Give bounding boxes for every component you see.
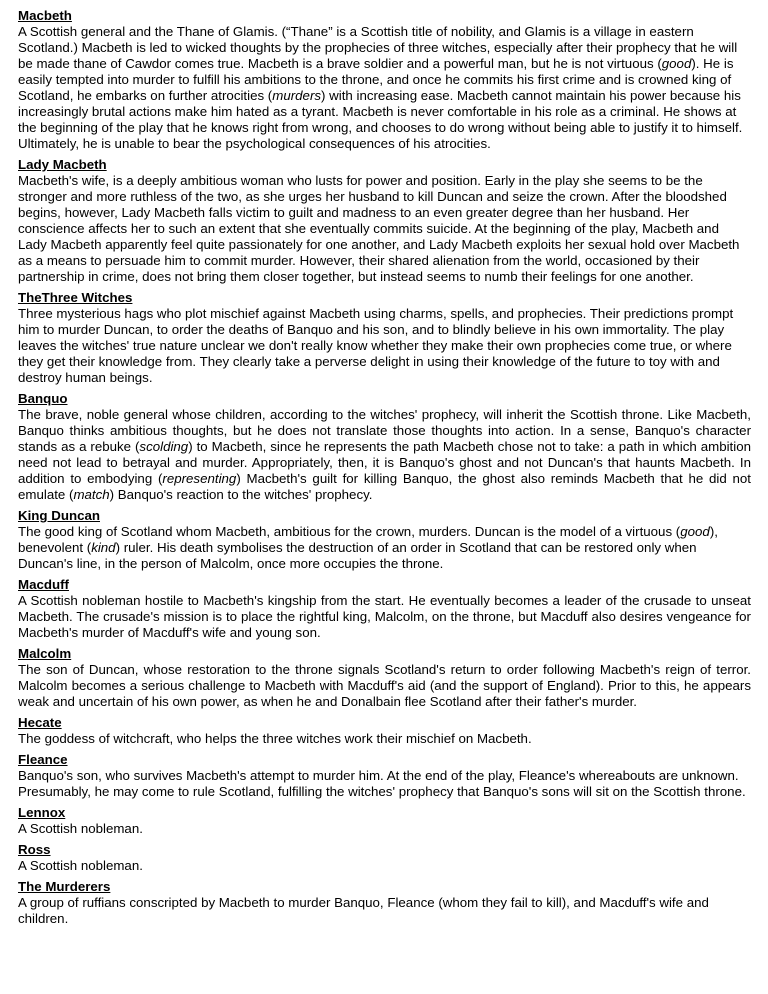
character-name: Ross bbox=[18, 842, 51, 857]
description-text: The goddess of witchcraft, who helps the three witches work their mischief on Macbeth. bbox=[18, 731, 532, 746]
character-entry bbox=[18, 879, 751, 927]
character-description bbox=[18, 306, 751, 386]
character-description bbox=[18, 895, 751, 927]
description-text: A Scottish nobleman. bbox=[18, 821, 143, 836]
description-text: Macbeth's wife, is a deeply ambitious woman who lusts for power and position. Early in the play she seems to be the stronger and more ruthless of the two, as she urges her husband to kill Duncan and seize the crown. After the bloodshed begins, however, Lady Macbeth falls victim to guilt and madness to an even greater degree than her husband. Her conscience affects her to such an extent that she eventually commits suicide. At the beginning of the play, Macbeth and Lady Macbeth apparently feel quite passionately for one another, and Lady Macbeth exploits her sexual hold over Macbeth as a means to persuade him to commit murder. However, their shared alienation from the world, occasioned by their partnership in crime, does not bring them closer together, but instead seems to numb their feelings for one another. bbox=[18, 173, 740, 284]
italic-gloss: murders bbox=[272, 88, 322, 103]
character-name: Malcolm bbox=[18, 646, 72, 661]
character-name: Macduff bbox=[18, 577, 69, 592]
character-entry bbox=[18, 646, 751, 710]
italic-gloss: good bbox=[680, 524, 710, 539]
character-name: Banquo bbox=[18, 391, 68, 406]
italic-gloss: good bbox=[661, 56, 692, 71]
character-entry bbox=[18, 715, 751, 747]
character-description bbox=[18, 858, 751, 874]
character-description bbox=[18, 173, 751, 285]
character-name: Hecate bbox=[18, 715, 62, 730]
character-entry bbox=[18, 391, 751, 503]
description-text: Banquo's son, who survives Macbeth's attempt to murder him. At the end of the play, Fleance's whereabouts are unknown. Presumably, he may come to rule Scotland, fulfilling the witches' prophecy that Banquo's sons will sit on the Scottish throne. bbox=[18, 768, 746, 799]
character-description bbox=[18, 524, 751, 572]
description-text: The brave, noble general whose children, according to the witches' prophecy, will inherit the Scottish throne. Like Macbeth, Banquo thinks ambitious thoughts, but he does not translate those thoughts into action. In a sense, Banquo's character stands as a rebuke ( bbox=[18, 407, 751, 454]
character-name: Lady Macbeth bbox=[18, 157, 107, 172]
italic-gloss: representing bbox=[162, 471, 237, 486]
description-text: The son of Duncan, whose restoration to the throne signals Scotland's return to order following Macbeth's reign of terror. Malcolm becomes a serious challenge to Macbeth with Macduff's aid (and the support of England). Prior to this, he appears weak and uncertain of his own power, as when he and Donalbain flee Scotland after their father's murder. bbox=[18, 662, 751, 709]
character-description bbox=[18, 768, 751, 800]
description-text: ) with increasing ease. Macbeth cannot maintain his power because his increasingly brutal actions make him hated as a tyrant. Macbeth is never comfortable in his role as a criminal. He shows at the beginning of the play that he knows right from wrong, and chooses to do wrong without being able to justify it to himself. Ultimately, he is unable to bear the psychological consequences of his atrocities. bbox=[18, 88, 743, 151]
description-text: The good king of Scotland whom Macbeth, ambitious for the crown, murders. Duncan is the model of a virtuous ( bbox=[18, 524, 681, 539]
description-text: ), benevolent ( bbox=[18, 524, 718, 555]
description-text: ) ruler. His death symbolises the destruction of an order in Scotland that can be restored only when Duncan's line, in the person of Malcolm, once more occupies the throne. bbox=[18, 540, 697, 571]
description-text: A Scottish general and the Thane of Glamis. (“Thane” is a Scottish title of nobility, and Glamis is a village in eastern Scotland.) Macbeth is led to wicked thoughts by the prophecies of three witches, especially after their prophecy that he will be made thane of Cawdor comes true. Macbeth is a brave soldier and a powerful man, but he is not virtuous ( bbox=[18, 24, 738, 71]
character-entry bbox=[18, 805, 751, 837]
character-entry bbox=[18, 8, 751, 152]
character-description bbox=[18, 662, 751, 710]
character-entry bbox=[18, 577, 751, 641]
description-text: A group of ruffians conscripted by Macbeth to murder Banquo, Fleance (whom they fail to kill), and Macduff's wife and children. bbox=[18, 895, 709, 926]
character-name: Fleance bbox=[18, 752, 68, 767]
description-text: ) Banquo's reaction to the witches' prophecy. bbox=[109, 487, 373, 502]
character-entry bbox=[18, 842, 751, 874]
italic-gloss: match bbox=[73, 487, 110, 502]
description-text: A Scottish nobleman. bbox=[18, 858, 143, 873]
description-text: ) to Macbeth, since he represents the path Macbeth chose not to take: a path in which ambition need not lead to betrayal and murder. Appropriately, then, it is Banquo's ghost and not Duncan's that haunts Macbeth. In addition to embodying ( bbox=[18, 439, 751, 486]
character-name: Lennox bbox=[18, 805, 66, 820]
character-name: Macbeth bbox=[18, 8, 72, 23]
character-name: King Duncan bbox=[18, 508, 100, 523]
character-name: TheThree Witches bbox=[18, 290, 133, 305]
character-entry bbox=[18, 290, 751, 386]
character-description bbox=[18, 407, 751, 503]
description-text: Three mysterious hags who plot mischief against Macbeth using charms, spells, and prophecies. Their predictions prompt him to murder Duncan, to order the deaths of Banquo and his son, and to blindly believe in his own immortality. The play leaves the witches' true nature unclear we don't really know whether they make their own prophecies come true, or where they get their knowledge from. They clearly take a perverse delight in using their knowledge of the future to toy with and destroy human beings. bbox=[18, 306, 734, 385]
character-name: The Murderers bbox=[18, 879, 111, 894]
description-text: A Scottish nobleman hostile to Macbeth's kingship from the start. He eventually becomes a leader of the crusade to unseat Macbeth. The crusade's mission is to place the rightful king, Malcolm, on the throne, but Macduff also desires vengeance for Macbeth's murder of Macduff's wife and young son. bbox=[18, 593, 751, 640]
character-description bbox=[18, 593, 751, 641]
character-list bbox=[18, 8, 751, 932]
italic-gloss: kind bbox=[91, 540, 116, 555]
description-text: ) Macbeth's guilt for killing Banquo, the ghost also reminds Macbeth that he did not emulate ( bbox=[18, 471, 751, 502]
character-entry bbox=[18, 157, 751, 285]
character-entry bbox=[18, 508, 751, 572]
character-description bbox=[18, 821, 751, 837]
character-description bbox=[18, 24, 751, 152]
character-entry bbox=[18, 752, 751, 800]
italic-gloss: scolding bbox=[139, 439, 189, 454]
description-text: ). He is easily tempted into murder to fulfill his ambitions to the throne, and once he commits his first crime and is crowned king of Scotland, he embarks on further atrocities ( bbox=[18, 56, 734, 103]
character-description bbox=[18, 731, 751, 747]
